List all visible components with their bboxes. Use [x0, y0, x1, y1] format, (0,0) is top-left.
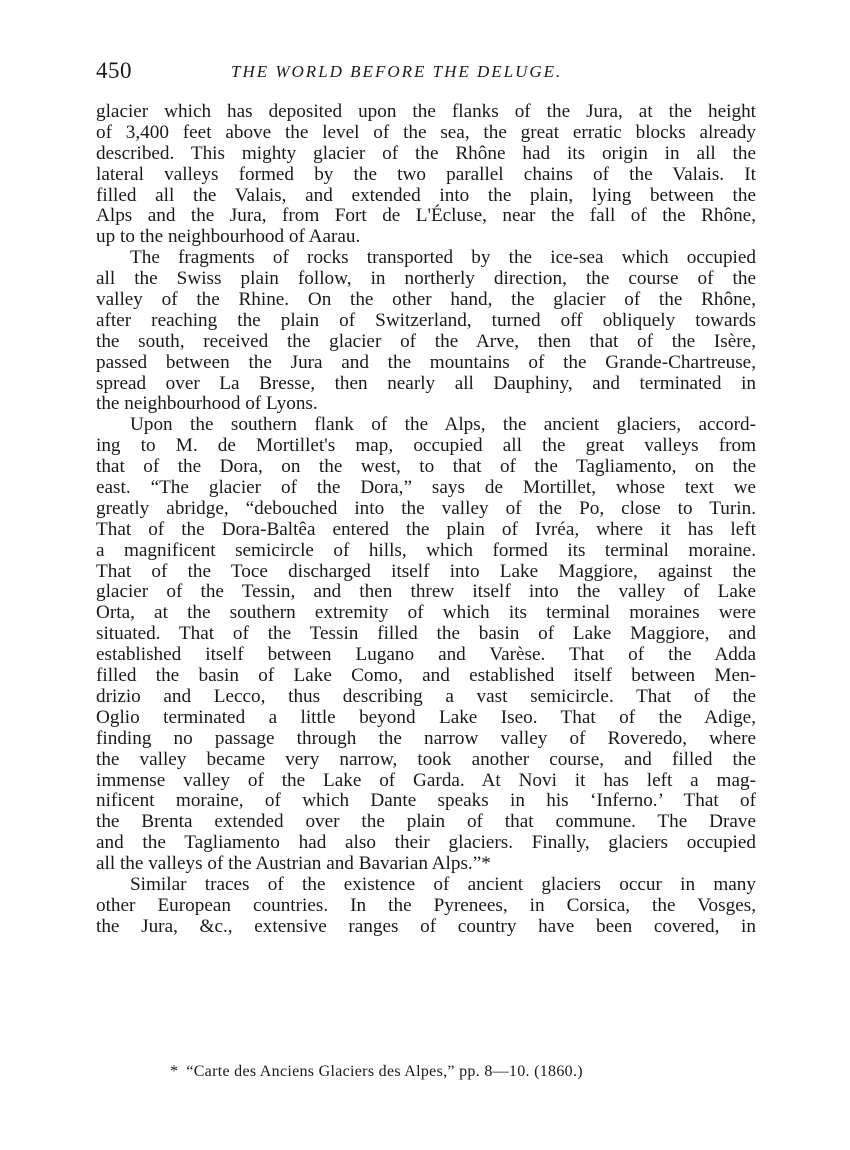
body-text [96, 102, 756, 938]
text-line: up to the neighbourhood of Aarau. [96, 226, 361, 248]
text-line: and the Tagliamento had also their glaciers. Finally, glaciers occupied [96, 832, 756, 854]
text-line: immense valley of the Lake of Garda. At Novi it has left a mag- [96, 769, 756, 791]
page-header [96, 58, 756, 88]
text-line: the neighbourhood of Lyons. [96, 393, 318, 415]
text-line: the Brenta extended over the plain of that commune. The Drave [96, 811, 756, 833]
text-line: lateral valleys formed by the two parallel chains of the Valais. It [96, 163, 756, 185]
text-line: situated. That of the Tessin filled the basin of Lake Maggiore, and [96, 623, 756, 645]
text-line: after reaching the plain of Switzerland, turned off obliquely towards [96, 309, 756, 331]
text-line: Similar traces of the existence of ancient glaciers occur in many [130, 873, 756, 895]
text-line: all the valleys of the Austrian and Bavarian Alps.”* [96, 853, 491, 875]
text-line: Oglio terminated a little beyond Lake Iseo. That of the Adige, [96, 706, 756, 728]
text-line: established itself between Lugano and Varèse. That of the Adda [96, 644, 756, 666]
footnote-marker: * [170, 1063, 179, 1080]
text-line: valley of the Rhine. On the other hand, the glacier of the Rhône, [96, 289, 756, 311]
text-line: described. This mighty glacier of the Rhône had its origin in all the [96, 142, 756, 164]
text-line: filled all the Valais, and extended into the plain, lying between the [96, 184, 756, 206]
text-line: that of the Dora, on the west, to that of the Tagliamento, on the [96, 456, 756, 478]
text-line: the valley became very narrow, took another course, and filled the [96, 748, 756, 770]
text-line: the Jura, &c., extensive ranges of country have been covered, in [96, 915, 756, 937]
text-line: That of the Toce discharged itself into Lake Maggiore, against the [96, 560, 756, 582]
text-line: a magnificent semicircle of hills, which formed its terminal moraine. [96, 539, 756, 561]
text-line: all the Swiss plain follow, in northerly direction, the course of the [96, 268, 756, 290]
text-line: of 3,400 feet above the level of the sea, the great erratic blocks already [96, 121, 756, 143]
footnote-text: “Carte des Anciens Glaciers des Alpes,” pp. 8—10. (1860.) [186, 1063, 583, 1080]
text-line: glacier of the Tessin, and then threw itself into the valley of Lake [96, 581, 756, 603]
text-line: Upon the southern flank of the Alps, the ancient glaciers, accord- [130, 414, 756, 436]
text-line: glacier which has deposited upon the flanks of the Jura, at the height [96, 101, 756, 122]
text-line: greatly abridge, “debouched into the valley of the Po, close to Turin. [96, 497, 756, 519]
footnote [170, 1063, 730, 1081]
text-line: spread over La Bresse, then nearly all Dauphiny, and terminated in [96, 372, 756, 394]
text-line: That of the Dora-Baltêa entered the plain of Ivréa, where it has left [96, 518, 756, 540]
text-line: finding no passage through the narrow valley of Roveredo, where [96, 727, 756, 749]
page-number: 450 [96, 58, 132, 83]
text-line: Alps and the Jura, from Fort de L'Écluse, near the fall of the Rhône, [96, 205, 756, 227]
text-line: The fragments of rocks transported by the ice-sea which occupied [130, 247, 756, 269]
text-line: nificent moraine, of which Dante speaks in his ‘Inferno.’ That of [96, 790, 756, 812]
text-line: ing to M. de Mortillet's map, occupied all the great valleys from [96, 435, 756, 457]
text-line: passed between the Jura and the mountains of the Grande-Chartreuse, [96, 351, 756, 373]
text-line: filled the basin of Lake Como, and established itself between Men- [96, 665, 756, 687]
text-line: other European countries. In the Pyrenees, in Corsica, the Vosges, [96, 894, 756, 916]
text-line: east. “The glacier of the Dora,” says de Mortillet, whose text we [96, 477, 756, 499]
text-line: Orta, at the southern extremity of which its terminal moraines were [96, 602, 756, 624]
running-head: THE WORLD BEFORE THE DELUGE. [231, 62, 563, 81]
text-line: drizio and Lecco, thus describing a vast semicircle. That of the [96, 685, 756, 707]
text-line: the south, received the glacier of the Arve, then that of the Isère, [96, 330, 756, 352]
